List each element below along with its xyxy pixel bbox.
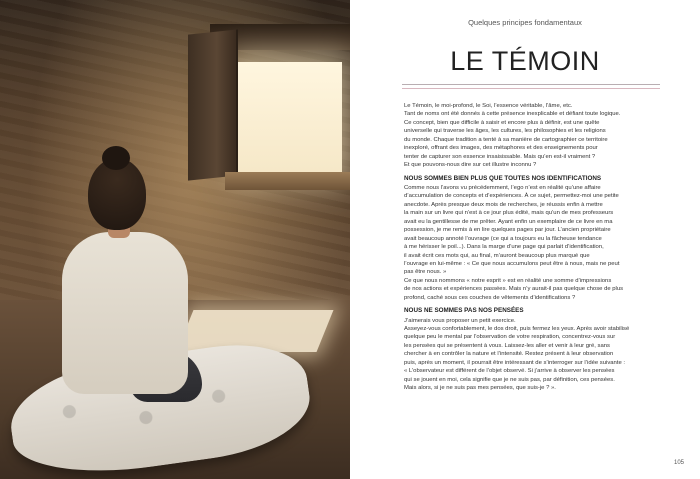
wooden-shutter [188, 29, 238, 180]
text-line: Tant de noms ont été donnés à cette présence inexplicable et défiant toute logique. [404, 111, 621, 118]
intro-paragraph [404, 102, 660, 170]
text-line: à me hérisser le poil...). Dans la marge d’une page qui parlait d’identification, [404, 244, 604, 251]
body-text [404, 102, 660, 393]
section1-paragraph [404, 184, 660, 302]
text-line: les pensées qui se présentent à vous. Laissez-les aller et venir à leur gré, sans [404, 342, 610, 349]
text-line: Mais alors, si je ne suis pas mes pensées, que suis-je ? ». [404, 385, 556, 392]
title-rule-bottom [402, 88, 660, 89]
section2-paragraph [404, 317, 660, 393]
text-line: avait eu la gentillesse de me prêter. Ayant enfin un exemplaire de ce livre en ma [404, 218, 613, 225]
text-line: l’ouvrage en lui-même : « Ce que nous accumulons peut être à nous, mais ne peut [404, 261, 620, 267]
text-line: d’accumulation de concepts et d’expériences. À ce sujet, permettez-moi une petite [404, 193, 619, 200]
text-line: chercher à en contrôler la nature et l’intensité. Restez présent à leur observation [404, 351, 614, 358]
person-body [62, 232, 188, 394]
text-line: universelle qui traverse les âges, les cultures, les philosophies et les religions [404, 128, 606, 135]
text-line: qui se jouent en moi, cela signifie que je ne suis pas, par définition, ces pensées. [404, 376, 615, 383]
section-heading-pensees: NOUS NE SOMMES PAS NOS PENSÉES [404, 307, 524, 315]
text-line: Et que pouvons-nous dire sur cet illustre inconnu ? [404, 162, 537, 169]
text-page [350, 0, 700, 479]
text-line: Ce que nous nommons « notre esprit » est en réalité une somme d’impressions [404, 277, 612, 284]
text-line: possession, je me remis à en lire quelques pages par jour. L’ancien propriétaire [404, 227, 611, 234]
text-line: Comme nous l’avons vu précédemment, l’ego n’est en réalité qu’une affaire [404, 184, 601, 191]
person-hair-bun [102, 146, 130, 170]
text-line: inexploré, offrant des images, des métaphores et des enseignements pour [404, 145, 598, 152]
text-line: profond, caché sous ces couches de vêtements d’identifications ? [404, 294, 576, 301]
text-line: « L’observateur est différent de l’objet observé. Si j’arrive à observer les pensées [404, 368, 615, 375]
text-line: pas être nous. » [404, 269, 447, 276]
text-line: il avait écrit ces mots qui, au final, m’auront beaucoup plus marqué que [404, 252, 590, 259]
text-line: Asseyez-vous confortablement, le dos droit, puis fermez les yeux. Après avoir stabilisé [404, 326, 630, 333]
running-head: Quelques principes fondamentaux [468, 18, 582, 27]
section-heading-identifications: NOUS SOMMES BIEN PLUS QUE TOUTES NOS IDENTIFICATIONS [404, 174, 602, 182]
text-line: du monde. Chaque tradition a tenté à sa manière de cartographier ce territoire [404, 136, 608, 143]
text-line: puis, après un moment, il pourrait être intéressant de s’interroger sur l’idée suivante : [404, 359, 626, 366]
text-line: de nos actions et expériences passées. Mais n’y aurait-il pas quelque chose de plus [404, 286, 624, 293]
text-line: la main sur un livre qui n’est à ce jour plus édité, mais qu’un de mes professeurs [404, 210, 614, 217]
text-line: avait beaucoup annoté l’ouvrage (ce qui a toujours eu la fâcheuse tendance [404, 235, 602, 242]
text-line: anecdote. Après presque deux mois de recherches, je réussis enfin à mettre [404, 201, 603, 208]
text-line: tenter de capturer son essence insaisissable. Mais qu’en est-il vraiment ? [404, 153, 596, 160]
bright-window [238, 62, 342, 172]
text-line: Ce concept, bien que difficile à saisir et encore plus à définir, est une quête [404, 119, 600, 126]
text-line: J’aimerais vous proposer un petit exercice. [404, 317, 516, 324]
title-rule-top [402, 84, 660, 85]
page-number: 105 [673, 460, 684, 466]
window-sill [225, 172, 350, 190]
page-title: LE TÉMOIN [450, 46, 600, 76]
text-line: Le Témoin, le moi-profond, le Soi, l’essence véritable, l’âme, etc. [404, 103, 573, 109]
text-line: quelque peu le mental par l’observation de votre respiration, concentrez-vous sur [404, 334, 616, 341]
